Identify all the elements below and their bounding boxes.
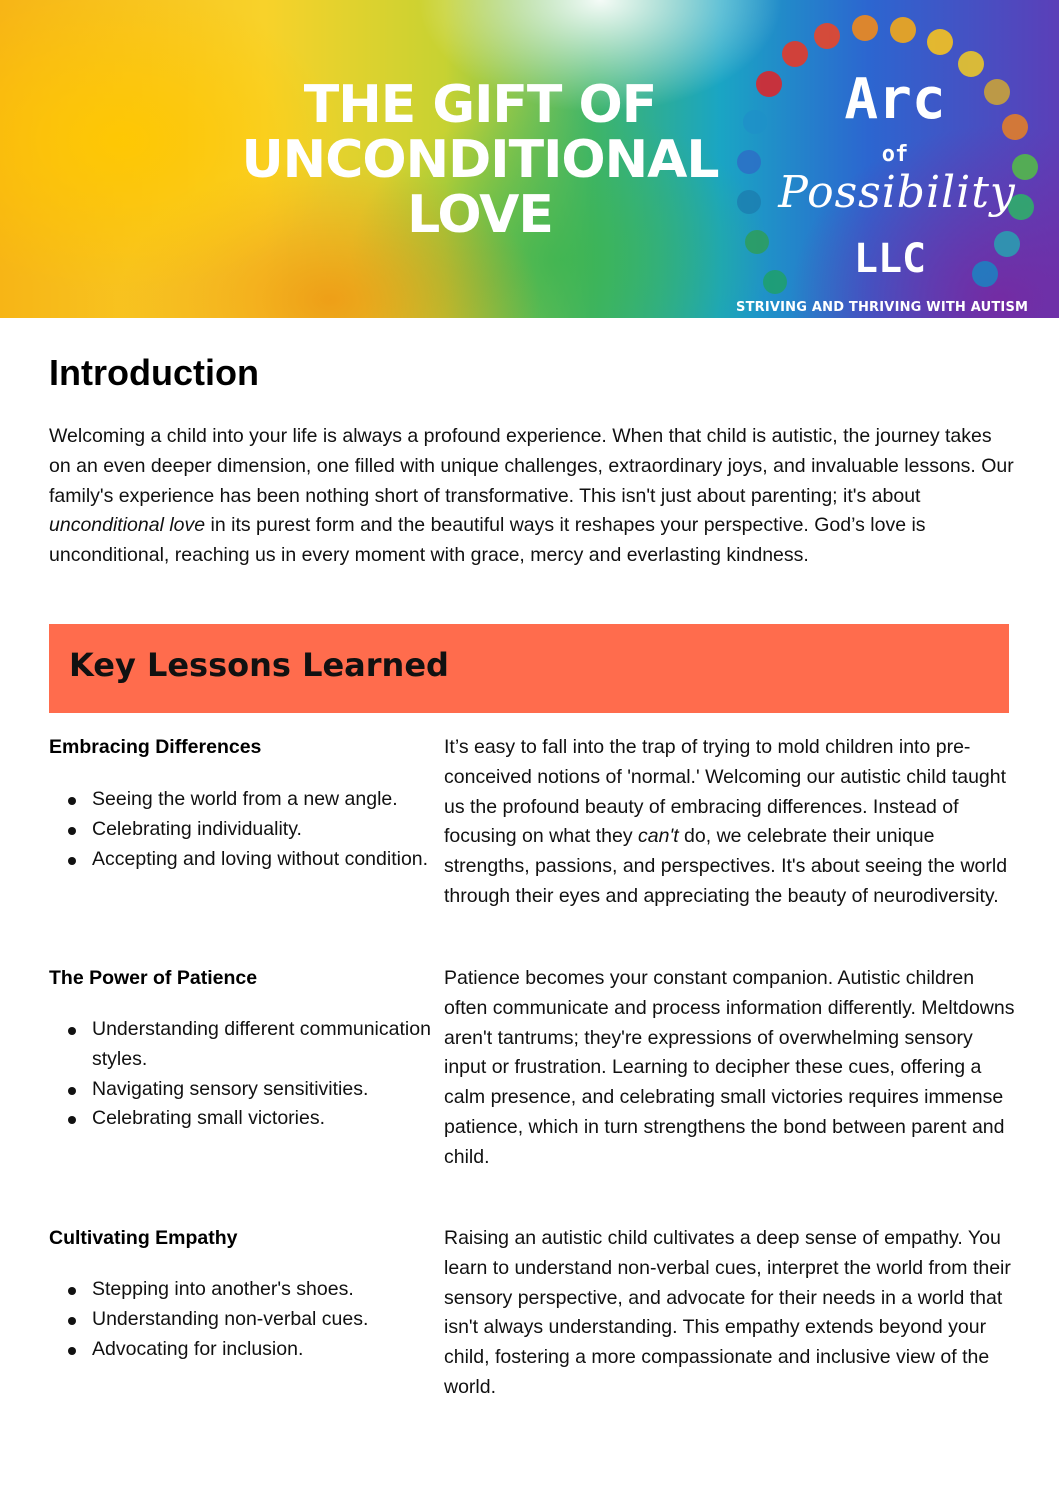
lesson-title: The Power of Patience	[49, 967, 258, 989]
banner-title-line: LOVE	[407, 185, 553, 245]
section-header-band	[49, 624, 1009, 713]
logo-arc-text: Arc	[844, 67, 946, 132]
list-item: Understanding non-verbal cues.	[49, 1305, 439, 1335]
logo-possibility-text: Possibility	[778, 167, 1016, 218]
lesson-bullet-list	[49, 1275, 439, 1364]
section-title: Key Lessons Learned	[69, 646, 449, 684]
lesson-description: Raising an autistic child cultivates a deep sense of empathy. You learn to understand non-verbal cues, interpret the world from their sensory perspective, and advocate for their needs in a world that isn't always understanding. This empathy extends beyond your child, fostering a more compassionate and inclusive view of the world.	[444, 1227, 1011, 1398]
lesson-desc-part: It’s easy to fall into the trap of trying to mold children into pre-conceived notions of 'normal.' Welcoming our autistic child taught us the profound beauty of embracing differences. Instead of focusing on what they	[444, 736, 1007, 848]
intro-text-part: in its purest form and the beautiful ways it reshapes your perspective. God’s love is unconditional, reaching us in every moment with grace, mercy and everlasting kindness.	[49, 514, 926, 567]
banner-title-line: THE GIFT OF	[303, 75, 657, 135]
list-item: Advocating for inclusion.	[49, 1335, 439, 1365]
list-item: Seeing the world from a new angle.	[49, 785, 439, 815]
list-item: Understanding different communication styles.	[49, 1015, 439, 1075]
logo-llc-text: LLC	[853, 236, 927, 282]
header-banner	[0, 0, 1059, 318]
lesson-bullet-list	[49, 1015, 439, 1134]
lesson-title: Cultivating Empathy	[49, 1227, 238, 1249]
list-item: Celebrating small victories.	[49, 1104, 439, 1134]
intro-paragraph	[49, 422, 1015, 571]
lesson-bullet-list	[49, 785, 439, 874]
logo-tagline: STRIVING AND THRIVING WITH AUTISM	[736, 300, 1029, 315]
list-item: Navigating sensory sensitivities.	[49, 1075, 439, 1105]
lesson-description: Patience becomes your constant companion. Autistic children often communicate and process information differently. Meltdowns aren't tantrums; they're expressions of overwhelming sensory input or frustration. Learning to decipher these cues, offering a calm presence, and celebrating small victories requires immense patience, which in turn strengthens the bond between parent and child.	[444, 967, 1015, 1168]
list-item: Stepping into another's shoes.	[49, 1275, 439, 1305]
list-item: Accepting and loving without condition.	[49, 845, 439, 875]
list-item: Celebrating individuality.	[49, 815, 439, 845]
banner-title-line: UNCONDITIONAL	[241, 130, 719, 190]
banner-title	[236, 75, 724, 245]
logo-of-text: of	[881, 142, 909, 167]
lesson-desc-part: do, we celebrate their unique strengths, passions, and perspectives. It's about seeing the world through their eyes and appreciating the beauty of neurodiversity.	[444, 825, 1008, 907]
lesson-description	[444, 733, 1016, 912]
lesson-desc-emphasis: can't	[638, 825, 679, 848]
lesson-title: Embracing Differences	[49, 736, 262, 758]
intro-text-part: Welcoming a child into your life is always a profound experience. When that child is autistic, the journey takes on an even deeper dimension, one filled with unique challenges, extraordinary joys, and invaluable lessons. Our family's experience has been nothing short of transformative. This isn't just about parenting; it's about	[49, 425, 1014, 507]
intro-heading: Introduction	[49, 352, 259, 393]
intro-text-emphasis: unconditional love	[49, 514, 206, 537]
